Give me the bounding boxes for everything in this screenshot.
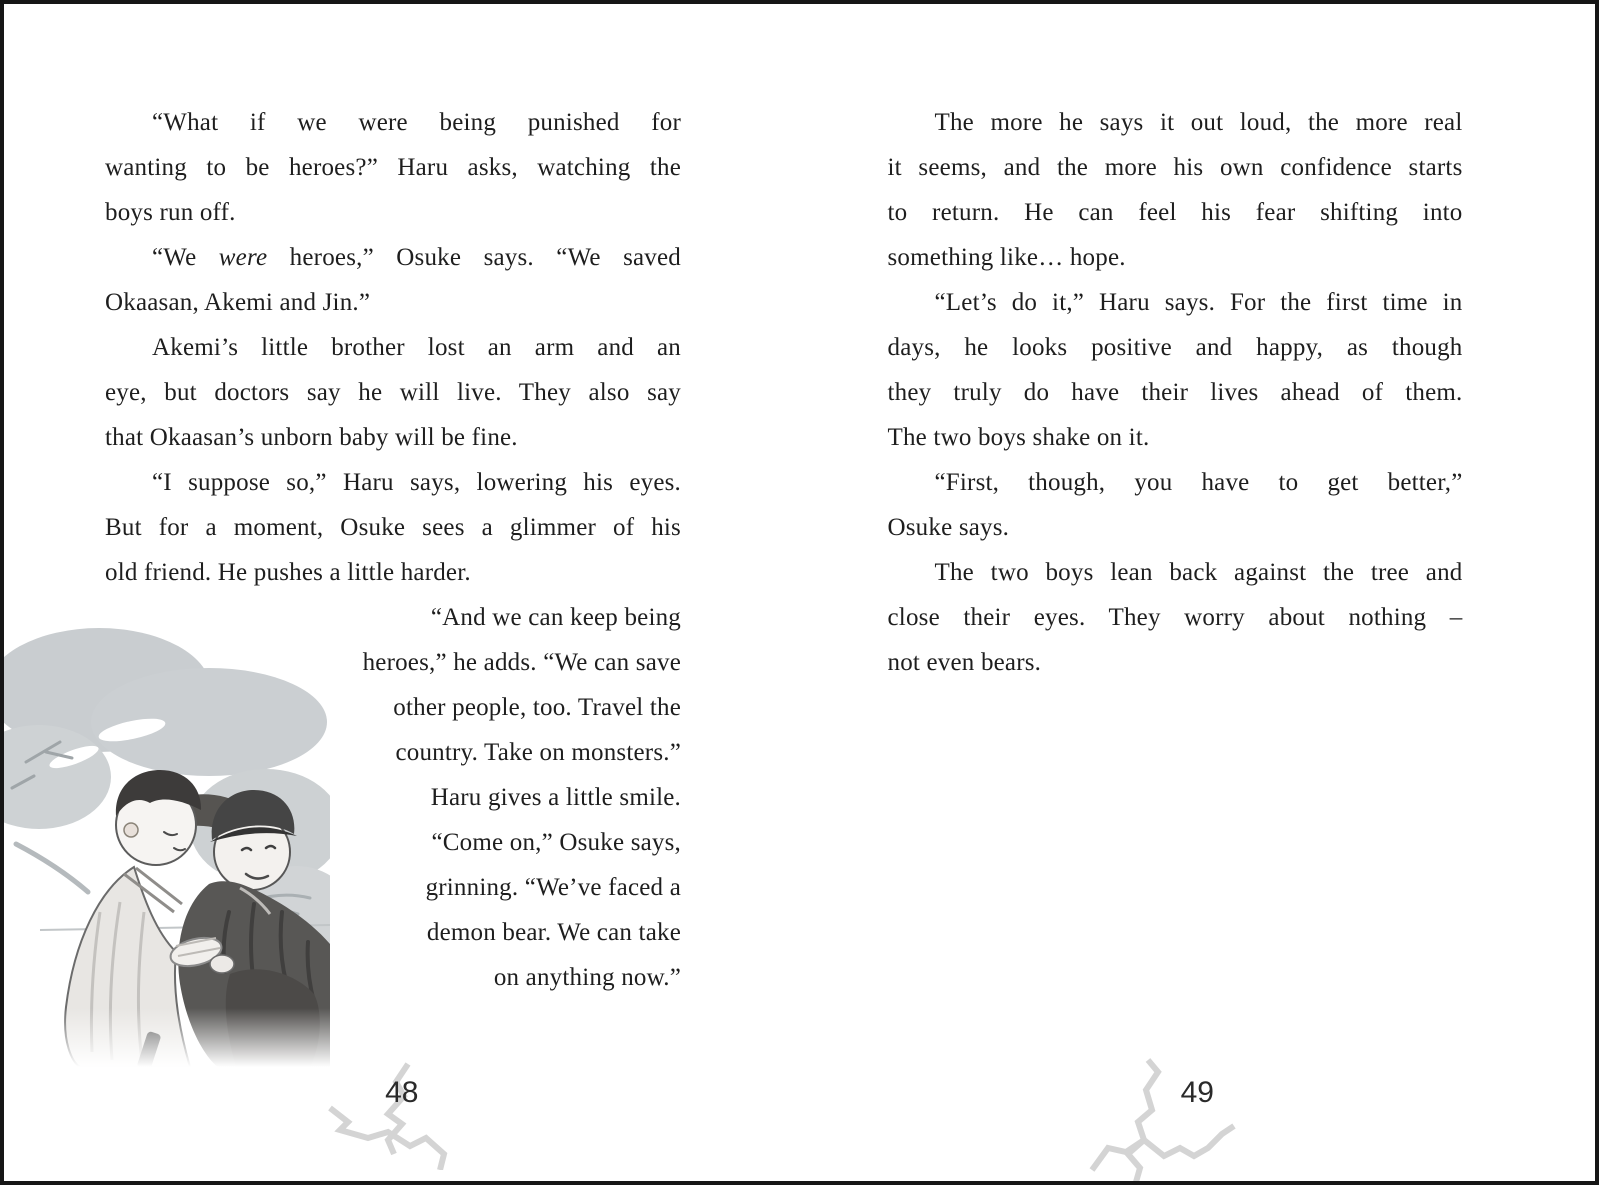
text-line: Akemi’s little brother lost an arm and an bbox=[152, 334, 681, 361]
text-line: Okaasan, Akemi and Jin.” bbox=[105, 289, 371, 316]
text-line: that Okaasan’s unborn baby will be fine. bbox=[105, 424, 518, 451]
text-line: The more he says it out loud, the more real bbox=[934, 109, 1463, 136]
text-line: not even bears. bbox=[887, 649, 1042, 676]
text-line: they truly do have their lives ahead of them. bbox=[887, 379, 1463, 406]
text-line: boys run off. bbox=[105, 199, 236, 226]
illustration-fade bbox=[4, 1008, 330, 1067]
page-right bbox=[800, 4, 1596, 1181]
text-line: But for a moment, Osuke sees a glimmer of his bbox=[105, 514, 681, 541]
text-line: grinning. “We’ve faced a bbox=[425, 874, 681, 901]
text-column-right bbox=[888, 4, 1463, 685]
text-line: “Let’s do it,” Haru says. For the first time in bbox=[934, 289, 1463, 316]
text-line: “We were heroes,” Osuke says. “We saved bbox=[152, 244, 681, 271]
text-line: it seems, and the more his own confidence starts bbox=[887, 154, 1463, 181]
text-line: “What if we were being punished for bbox=[152, 109, 681, 136]
text-line: “Come on,” Osuke says, bbox=[431, 829, 681, 856]
text-line: The two boys shake on it. bbox=[887, 424, 1150, 451]
text-line: to return. He can feel his fear shifting into bbox=[887, 199, 1463, 226]
page-number-left: 48 bbox=[385, 1076, 419, 1109]
text-line: Haru gives a little smile. bbox=[430, 784, 681, 811]
text-line: Osuke says. bbox=[887, 514, 1010, 541]
page-number-right: 49 bbox=[1180, 1076, 1214, 1109]
text-line: close their eyes. They worry about nothing – bbox=[887, 604, 1463, 631]
text-line: “And we can keep being bbox=[430, 604, 681, 631]
text-line: demon bear. We can take bbox=[426, 919, 681, 946]
text-line: other people, too. Travel the bbox=[393, 694, 681, 721]
text-column-left bbox=[105, 4, 681, 1000]
text-line: heroes,” he adds. “We can save bbox=[362, 649, 681, 676]
page-left bbox=[4, 4, 800, 1181]
text-line: on anything now.” bbox=[493, 964, 681, 991]
text-line: “First, though, you have to get better,” bbox=[934, 469, 1463, 496]
text-line: country. Take on monsters.” bbox=[395, 739, 681, 766]
text-line: The two boys lean back against the tree and bbox=[934, 559, 1463, 586]
text-line: wanting to be heroes?” Haru asks, watching the bbox=[105, 154, 681, 181]
text-line: eye, but doctors say he will live. They also say bbox=[105, 379, 681, 406]
text-line: days, he looks positive and happy, as though bbox=[887, 334, 1463, 361]
text-line: something like… hope. bbox=[887, 244, 1126, 271]
text-line: old friend. He pushes a little harder. bbox=[105, 559, 471, 586]
text-line: “I suppose so,” Haru says, lowering his eyes. bbox=[152, 469, 681, 496]
